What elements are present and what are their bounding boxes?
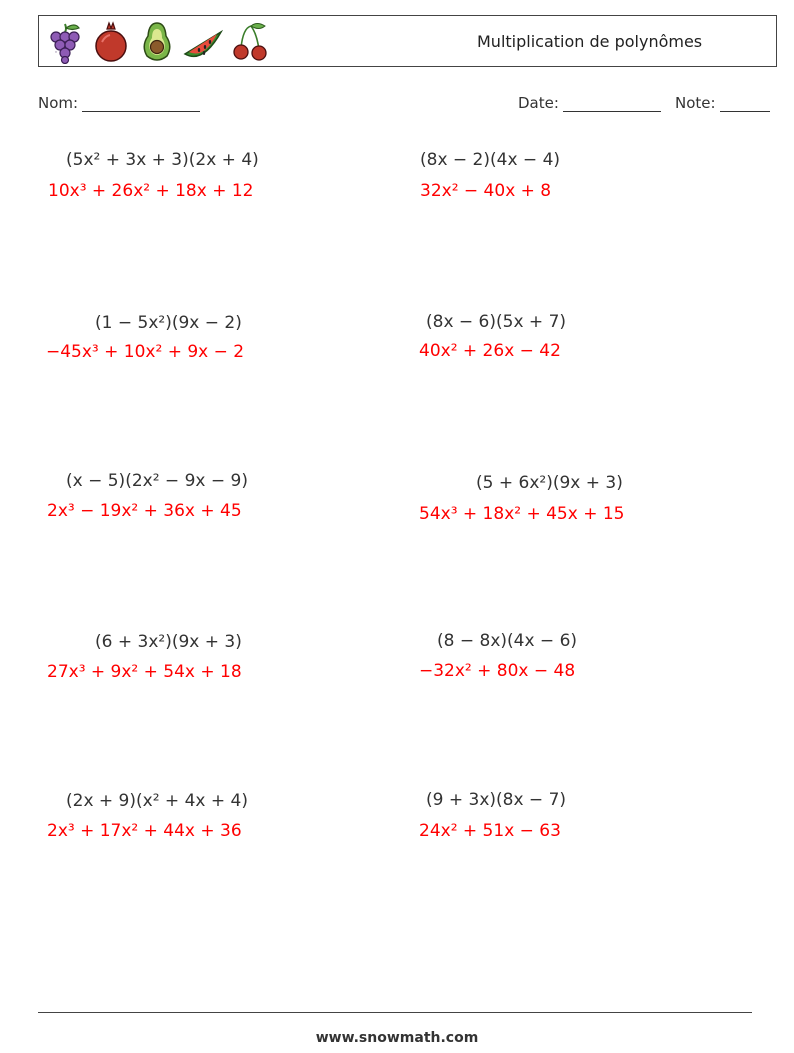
answer-5: 2x³ − 19x² + 36x + 45: [47, 501, 242, 521]
fruit-icons: [45, 20, 269, 64]
answer-3: −45x³ + 10x² + 9x − 2: [46, 342, 245, 362]
problem-5: (x − 5)(2x² − 9x − 9): [66, 471, 248, 491]
watermelon-icon: [183, 20, 223, 64]
answer-9: 2x³ + 17x² + 44x + 36: [47, 821, 242, 841]
problem-10: (9 + 3x)(8x − 7): [426, 790, 567, 810]
answer-10: 24x² + 51x − 63: [419, 821, 561, 841]
date-field: [518, 94, 661, 112]
grapes-icon: [45, 20, 85, 64]
date-label: Date:: [518, 94, 559, 112]
pomegranate-icon: [91, 20, 131, 64]
avocado-icon: [137, 20, 177, 64]
answer-7: 27x³ + 9x² + 54x + 18: [47, 662, 242, 682]
answer-4: 40x² + 26x − 42: [419, 341, 561, 361]
problem-7: (6 + 3x²)(9x + 3): [95, 632, 242, 652]
problem-8: (8 − 8x)(4x − 6): [437, 631, 578, 651]
problem-2: (8x − 2)(4x − 4): [420, 150, 561, 170]
answer-1: 10x³ + 26x² + 18x + 12: [48, 181, 254, 201]
grade-field: [675, 94, 770, 112]
answer-6: 54x³ + 18x² + 45x + 15: [419, 504, 625, 524]
date-blank[interactable]: [563, 97, 661, 112]
problem-3: (1 − 5x²)(9x − 2): [95, 313, 242, 333]
cherries-icon: [229, 20, 269, 64]
problem-6: (5 + 6x²)(9x + 3): [476, 473, 623, 493]
worksheet-header: [38, 15, 777, 67]
grade-blank[interactable]: [720, 97, 770, 112]
grade-label: Note:: [675, 94, 716, 112]
answer-8: −32x² + 80x − 48: [419, 661, 576, 681]
footer-divider: [38, 1012, 752, 1013]
problem-4: (8x − 6)(5x + 7): [426, 312, 567, 332]
answer-2: 32x² − 40x + 8: [420, 181, 552, 201]
footer-url[interactable]: www.snowmath.com: [315, 1030, 479, 1046]
name-blank[interactable]: [82, 97, 200, 112]
problem-9: (2x + 9)(x² + 4x + 4): [66, 791, 248, 811]
problem-1: (5x² + 3x + 3)(2x + 4): [66, 150, 259, 170]
name-label: Nom:: [38, 94, 79, 112]
worksheet-title: Multiplication de polynômes: [477, 32, 703, 51]
name-field: [38, 94, 200, 112]
